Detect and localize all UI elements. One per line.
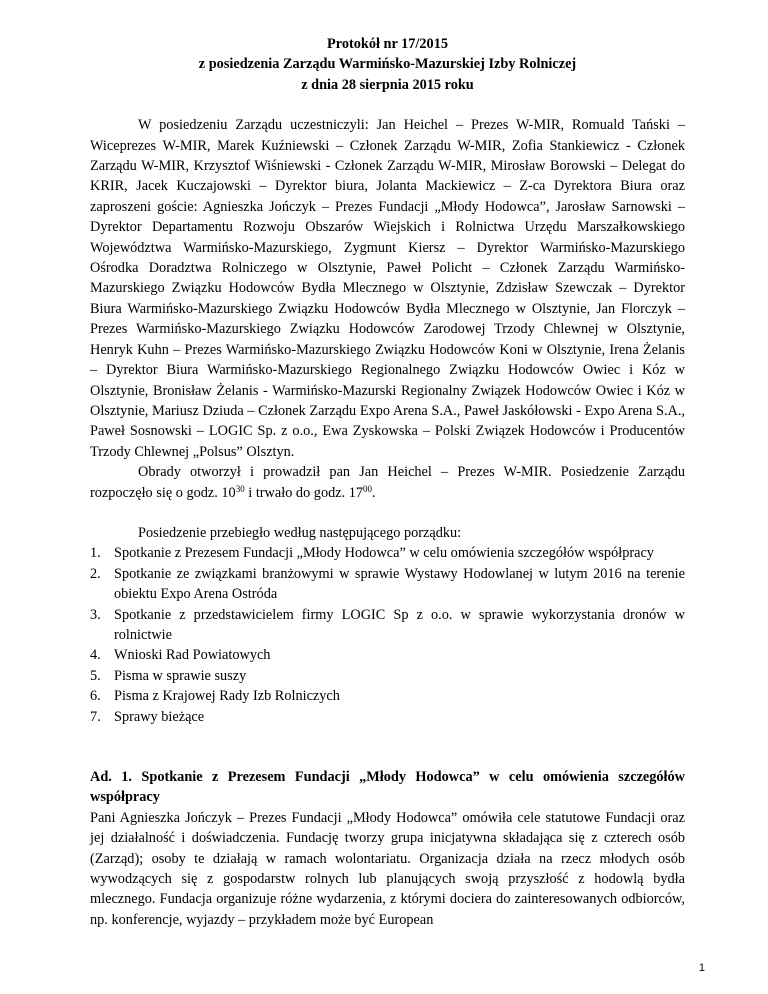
agenda-item-number: 7. — [90, 708, 101, 725]
agenda-item — [90, 686, 685, 706]
agenda-item — [90, 666, 685, 686]
agenda-item-number: 2. — [90, 565, 101, 582]
agenda-item-number: 6. — [90, 688, 101, 705]
page-number: 1 — [698, 962, 705, 974]
agenda-item-text: Spotkanie ze związkami branżowymi w sprawie Wystawy Hodowlanej w lutym 2016 na terenie obiektu Expo Arena Ostróda — [114, 565, 685, 603]
agenda-item-number: 5. — [90, 667, 101, 684]
document-page — [90, 34, 685, 930]
spacer — [90, 503, 685, 523]
spacer — [90, 747, 685, 767]
agenda-intro: Posiedzenie przebiegło według następującego porządku: — [138, 524, 462, 541]
spacer — [90, 95, 685, 115]
opening-text-before: Obrady otworzył i prowadził pan Jan Heichel – Prezes W-MIR. Posiedzenie Zarządu rozpoczęło się o godz. 10 — [90, 464, 685, 501]
document-title-line-3: z dnia 28 sierpnia 2015 roku — [301, 76, 474, 93]
attendance-paragraph: W posiedzeniu Zarządu uczestniczyli: Jan Heichel – Prezes W-MIR, Romuald Tański – Wiceprezes W-MIR, Marek Kuźniewski – Członek Zarządu W-MIR, Zofia Stankiewicz - Członek Zarządu W-MIR, Krzysztof Wiśniewski - Członek Zarządu W-MIR, Mirosław Borowski – Delegat do KRIR, Jacek Kuczajowski – Dyrektor biura, Jolanta Mackiewicz – Z-ca Dyrektora Biura oraz zaproszeni goście: Agnieszka Jończyk – Prezes Fundacji „Młody Hodowca”, Jarosław Sarnowski – Dyrektor Departamentu Rozwoju Obszarów Wiejskich i Rolnictwa Urzędu Marszałkowskiego Województwa Warmińsko-Mazurskiego, Zygmunt Kiersz – Dyrektor Warmińsko-Mazurskiego Ośrodka Doradztwa Rolniczego w Olsztynie, Paweł Policht – Członek Zarządu Warmińsko-Mazurskiego Związku Hodowców Bydła Mlecznego w Olsztynie, Zdzisław Szewczak – Dyrektor Biura Warmińsko-Mazurskiego Związku Hodowców Bydła Mlecznego w Olsztynie, Jan Florczyk – Prezes Warmińsko-Mazurskiego Związku Hodowców Zarodowej Trzody Chlewnej w Olsztynie, Henryk Kuhn – Prezes Warmińsko-Mazurskiego Związku Hodowców Koni w Olsztynie, Irena Żelanis – Dyrektor Biura Warmińsko-Mazurskiego Regionalnego Związku Hodowców Owiec i Kóz w Olsztynie, Bronisław Żelanis - Warmińsko-Mazurski Regionalny Związek Hodowców Owiec i Kóz w Olsztynie, Mariusz Dziuda – Członek Zarządu Expo Arena S.A., Paweł Jaskółowski - Expo Arena S.A., Paweł Sosnowski – LOGIC Sp. z o.o., Ewa Zyskowska – Polski Związek Hodowców i Producentów Trzody Chlewnej „Polsus” Olsztyn. — [90, 117, 685, 460]
end-time-minutes: 00 — [363, 483, 373, 494]
agenda-item-text: Pisma z Krajowej Rady Izb Rolniczych — [114, 688, 340, 705]
agenda-item — [90, 645, 685, 665]
agenda-item-text: Pisma w sprawie suszy — [114, 667, 247, 684]
agenda-item-text: Sprawy bieżące — [114, 708, 205, 725]
opening-text-after: . — [372, 484, 376, 501]
document-title-line-2: z posiedzenia Zarządu Warmińsko-Mazurskiej Izby Rolniczej — [198, 56, 577, 73]
opening-paragraph — [90, 462, 685, 503]
agenda-item-number: 1. — [90, 545, 101, 562]
start-time-minutes: 30 — [235, 483, 245, 494]
agenda-item — [90, 543, 685, 563]
agenda-item — [90, 707, 685, 727]
agenda-item-text: Spotkanie z przedstawicielem firmy LOGIC Sp z o.o. w sprawie wykorzystania dronów w rolnictwie — [114, 606, 685, 643]
agenda-item-text: Wnioski Rad Powiatowych — [114, 647, 271, 664]
agenda-item-number: 3. — [90, 606, 101, 623]
opening-text-middle: i trwało do godz. 17 — [244, 484, 364, 501]
agenda-item — [90, 605, 685, 646]
section-heading-ad-1: Ad. 1. Spotkanie z Prezesem Fundacji „Młody Hodowca” w celu omówienia szczegółów współpracy — [90, 769, 685, 806]
agenda-item-number: 4. — [90, 647, 101, 664]
agenda-item-text: Spotkanie z Prezesem Fundacji „Młody Hodowca” w celu omówienia szczegółów współpracy — [114, 545, 654, 562]
agenda-list — [90, 543, 685, 727]
spacer — [90, 727, 685, 747]
section-body-ad-1: Pani Agnieszka Jończyk – Prezes Fundacji „Młody Hodowca” omówiła cele statutowe Fundacji oraz jej działalność i doświadczenia. Fundację tworzy grupa inicjatywna składająca się z czterech osób (Zarząd); osoby te działają w ramach wolontariatu. Organizacja działa na rzecz młodych osób wywodzących się z gospodarstw rolnych lub planujących swoją przyszłość z hodowlą bydła mlecznego. Fundacja organizuje różne wydarzenia, z którymi dociera do zainteresowanych odbiorców, np. konferencje, wyjazdy – przykładem może być European — [90, 809, 685, 928]
agenda-item — [90, 564, 685, 605]
document-title-line-1: Protokół nr 17/2015 — [327, 36, 448, 52]
